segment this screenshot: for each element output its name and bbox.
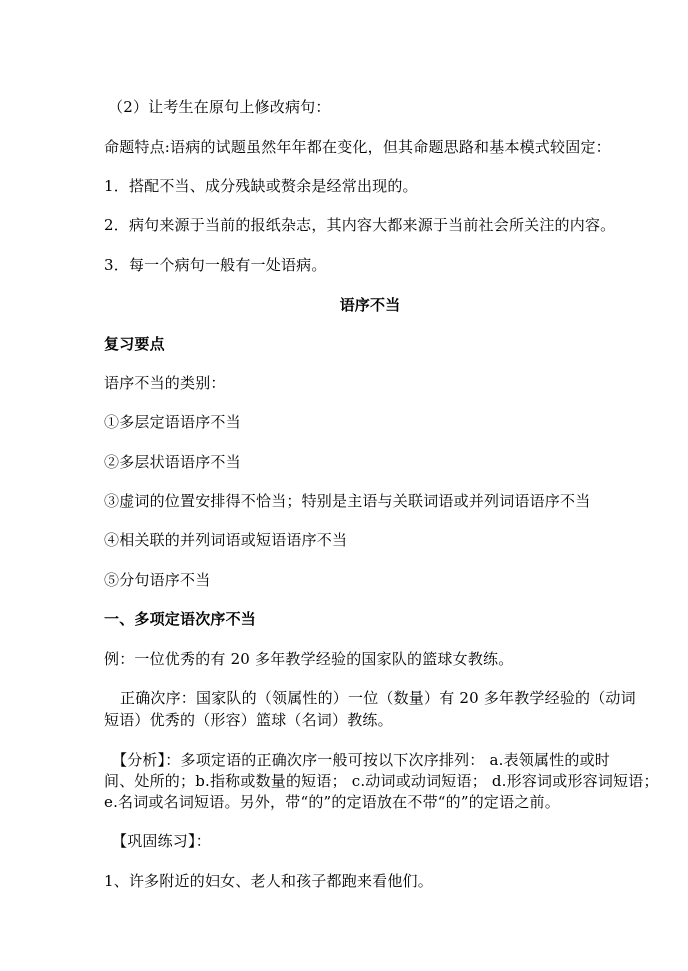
paragraph-feature-3: 3．每一个病句一般有一处语病。 — [104, 256, 327, 274]
paragraph-question-features: 命题特点:语病的试题虽然年年都在变化，但其命题思路和基本模式较固定： — [104, 138, 611, 156]
category-item: ④相关联的并列词语或短语语序不当 — [104, 531, 348, 549]
paragraph-feature-1: 1．搭配不当、成分残缺或赘余是经常出现的。 — [104, 177, 418, 195]
example-sentence: 例：一位优秀的有 20 多年教学经验的国家队的篮球女教练。 — [104, 650, 514, 668]
paragraph-feature-2: 2．病句来源于当前的报纸杂志，其内容大都来源于当前社会所关注的内容。 — [104, 216, 616, 234]
category-item: ①多层定语语序不当 — [104, 413, 241, 431]
analysis-line-1: 【分析】：多项定语的正确次序一般可按以下次序排列： a.表领属性的或时 — [112, 751, 610, 769]
analysis-line-3: e.名词或名词短语。另外，带“的”的定语放在不带“的”的定语之前。 — [104, 793, 560, 811]
category-item: ③虚词的位置安排得不恰当；特别是主语与关联词语或并列词语语序不当 — [104, 492, 591, 510]
heading-multiple-attributives: 一、多项定语次序不当 — [104, 610, 257, 628]
correct-order-line-2: 短语）优秀的（形容）篮球（名词）教练。 — [104, 711, 393, 729]
review-points-heading: 复习要点 — [104, 335, 165, 353]
paragraph-modify-sentence: （2）让考生在原句上修改病句： — [108, 98, 331, 116]
categories-intro: 语序不当的类别： — [104, 374, 226, 392]
category-item: ②多层状语语序不当 — [104, 453, 241, 471]
analysis-line-2: 间、处所的；b.指称或数量的短语； c.动词或动词短语； d.形容词或形容词短语； — [104, 772, 659, 790]
correct-order-line-1: 正确次序：国家队的（领属性的）一位（数量）有 20 多年教学经验的（动词 — [120, 689, 636, 707]
category-item: ⑤分句语序不当 — [104, 571, 211, 589]
practice-heading: 【巩固练习】： — [112, 832, 211, 850]
section-title: 语序不当 — [339, 296, 401, 314]
practice-item: 1、许多附近的妇女、老人和孩子都跑来看他们。 — [104, 872, 433, 890]
